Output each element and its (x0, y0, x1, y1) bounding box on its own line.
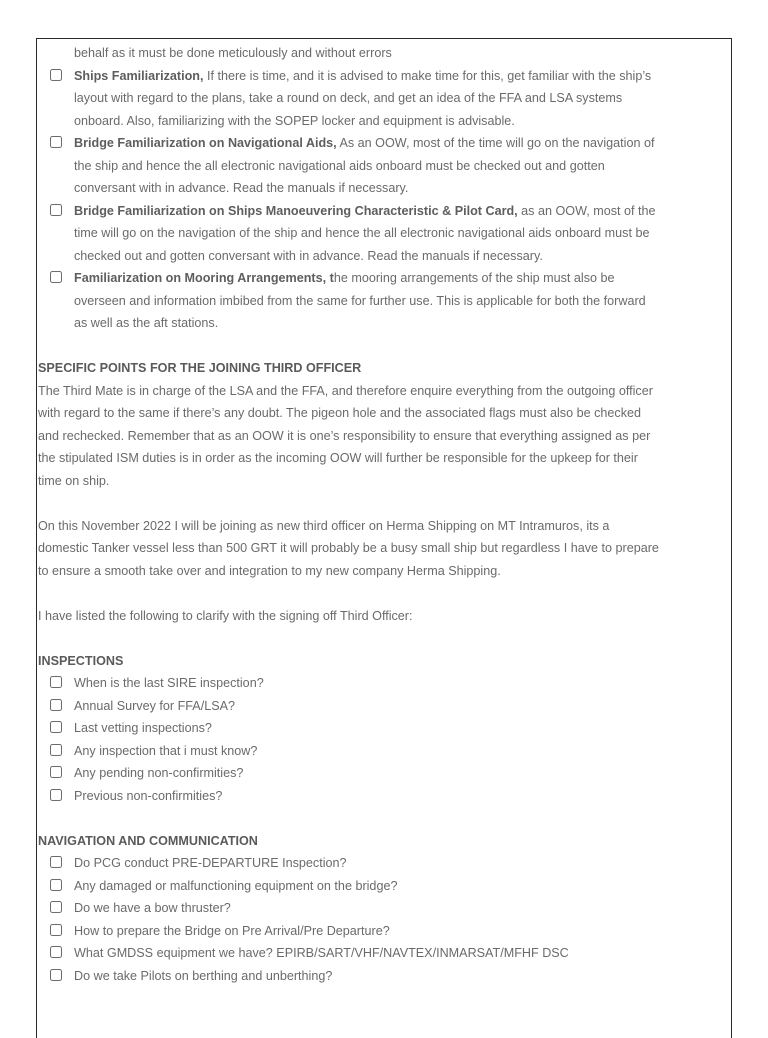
checkbox[interactable] (50, 901, 62, 913)
intro-line: behalf as it must be done meticulously and without errors (74, 46, 392, 60)
checkbox[interactable] (50, 879, 62, 891)
checkbox[interactable] (50, 204, 62, 216)
familiarization-list (38, 65, 706, 335)
list-item: Last vetting inspections? (38, 717, 706, 740)
third-officer-section: SPECIFIC POINTS FOR THE JOINING THIRD OFFICER The Third Mate is in charge of the LSA and the FFA, and therefore enquire everything from the outgoing officer with regard to the same if there’s any doubt. The pigeon hole and the associated flags must also be checked and rechecked. Remember that as an OOW it is one’s responsibility to ensure that everything assigned as per the stipulated ISM duties is in order as the incoming OOW will further be responsible for the upkeep for their time on ship. (38, 357, 706, 492)
navigation-section (38, 830, 706, 988)
list-item: How to prepare the Bridge on Pre Arrival/Pre Departure? (38, 920, 706, 943)
familiarization-item: Familiarization on Mooring Arrangements, the mooring arrangements of the ship must also be overseen and information imbibed from the same for further use. This is applicable for both the forward as well as the aft stations. (38, 267, 706, 335)
checkbox[interactable] (50, 924, 62, 936)
checkbox[interactable] (50, 969, 62, 981)
item-title: Familiarization on Mooring Arrangements, t (74, 271, 334, 285)
checkbox[interactable] (50, 721, 62, 733)
list-item: Annual Survey for FFA/LSA? (38, 695, 706, 718)
list-item: Any damaged or malfunctioning equipment on the bridge? (38, 875, 706, 898)
list-item: When is the last SIRE inspection? (38, 672, 706, 695)
list-intro: I have listed the following to clarify with the signing off Third Officer: (38, 608, 413, 623)
item-title: Ships Familiarization, (74, 68, 204, 83)
list-item: Any inspection that i must know? (38, 740, 706, 763)
list-item: What GMDSS equipment we have? EPIRB/SART/VHF/NAVTEX/INMARSAT/MFHF DSC (38, 942, 706, 965)
list-item: Previous non-confirmities? (38, 785, 706, 808)
item-title: Bridge Familiarization on Ships Manoeuvering Characteristic & Pilot Card, (74, 203, 518, 218)
checkbox[interactable] (50, 676, 62, 688)
checkbox[interactable] (50, 699, 62, 711)
list-item: Any pending non-confirmities? (38, 762, 706, 785)
document-body (38, 42, 706, 987)
list-item: Do PCG conduct PRE-DEPARTURE Inspection? (38, 852, 706, 875)
joining-paragraph: On this November 2022 I will be joining as new third officer on Herma Shipping on MT Intramuros, its a domestic Tanker vessel less than 500 GRT it will probably be a busy small ship but regardless I have to prepare to ensure a smooth take over and integration to my new company Herma Shipping. (38, 518, 659, 578)
list-item: Do we take Pilots on berthing and unberthing? (38, 965, 706, 988)
checkbox[interactable] (50, 789, 62, 801)
familiarization-item: Ships Familiarization, If there is time, and it is advised to make time for this, get familiar with the ship’s layout with regard to the plans, take a round on deck, and get an idea of the FFA and LSA systems onboard. Also, familiarizing with the SOPEP locker and equipment is advisable. (38, 65, 706, 133)
checkbox[interactable] (50, 946, 62, 958)
checkbox[interactable] (50, 69, 62, 81)
item-title: Bridge Familiarization on Navigational Aids, (74, 136, 337, 150)
familiarization-item: Bridge Familiarization on Ships Manoeuvering Characteristic & Pilot Card, as an OOW, most of the time will go on the navigation of the ship and hence the all electronic navigational aids onboard must be checked out and gotten conversant with in advance. Read the manuals if necessary. (38, 200, 706, 268)
list-item: Do we have a bow thruster? (38, 897, 706, 920)
checkbox[interactable] (50, 271, 62, 283)
checkbox[interactable] (50, 766, 62, 778)
checkbox[interactable] (50, 856, 62, 868)
inspections-section (38, 650, 706, 808)
section-heading: SPECIFIC POINTS FOR THE JOINING THIRD OFFICER (38, 361, 362, 375)
checkbox[interactable] (50, 744, 62, 756)
section-heading: INSPECTIONS (38, 653, 124, 668)
section-heading: NAVIGATION AND COMMUNICATION (38, 833, 258, 848)
familiarization-item: Bridge Familiarization on Navigational Aids, As an OOW, most of the time will go on the navigation of the ship and hence the all electronic navigational aids onboard must be checked out and gotten conversant with in advance. Read the manuals if necessary. (38, 132, 706, 200)
checkbox[interactable] (50, 136, 62, 148)
